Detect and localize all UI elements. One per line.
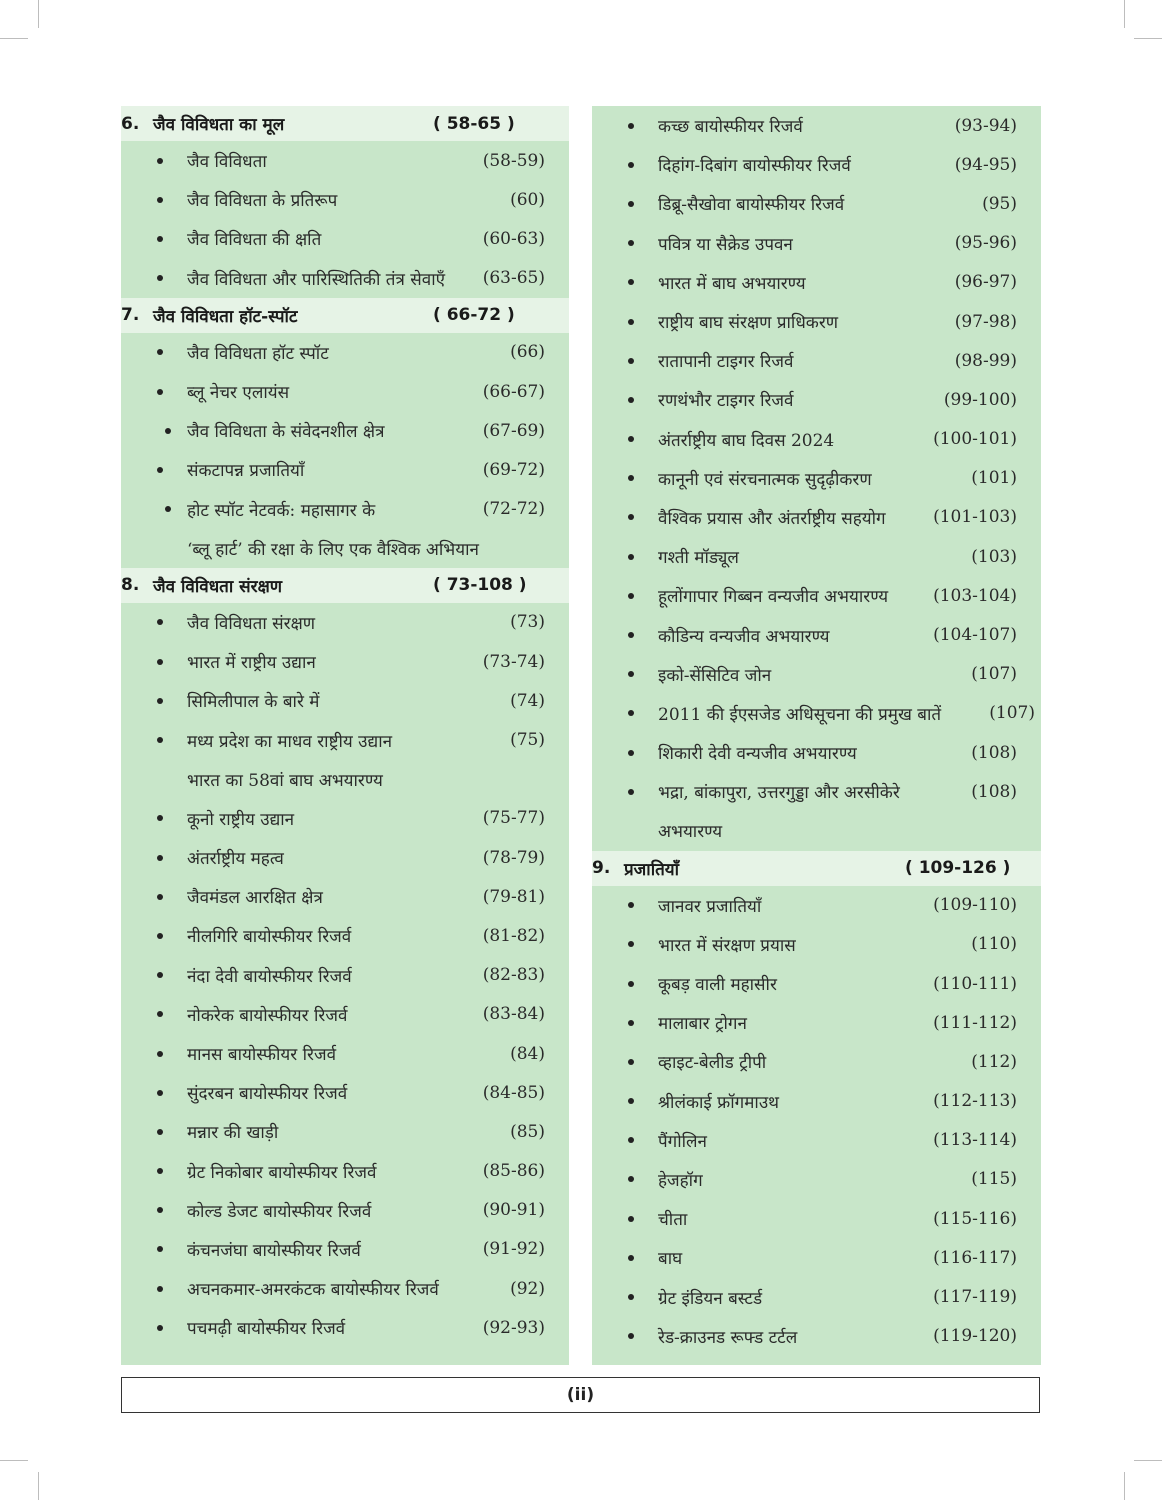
crop-mark xyxy=(38,0,39,28)
bullet-icon xyxy=(628,319,634,325)
entry-pages: (116-117) xyxy=(933,1247,1017,1268)
section-page-range: ( 73-108 ) xyxy=(433,575,527,596)
entry-label: वैश्विक प्रयास और अंतर्राष्ट्रीय सहयोग xyxy=(658,508,886,529)
entry-label: अंतर्राष्ट्रीय बाघ दिवस 2024 xyxy=(658,430,835,451)
bullet-icon xyxy=(157,972,163,978)
toc-entry[interactable] xyxy=(592,655,1041,694)
toc-entry[interactable] xyxy=(121,1308,569,1347)
crop-mark xyxy=(1134,38,1162,39)
entry-pages: (81-82) xyxy=(482,925,545,946)
toc-entry[interactable] xyxy=(592,1238,1041,1277)
entry-pages: (101) xyxy=(971,468,1017,489)
entry-label: मानस बायोस्फीयर रिजर्व xyxy=(187,1045,337,1066)
entry-pages: (103-104) xyxy=(933,585,1017,606)
toc-entry[interactable] xyxy=(592,263,1041,302)
toc-entry[interactable] xyxy=(592,1277,1041,1316)
bullet-icon xyxy=(157,1168,163,1174)
entry-pages: (79-81) xyxy=(482,886,545,907)
entry-label: जैव विविधता की क्षति xyxy=(187,230,322,251)
toc-entry[interactable] xyxy=(592,184,1041,223)
entry-pages: (107) xyxy=(989,703,1035,724)
entry-pages: (112) xyxy=(971,1051,1017,1072)
page-number: (ii) xyxy=(566,1385,595,1405)
entry-pages: (60) xyxy=(510,189,545,210)
entry-label: कूबड़ वाली महासीर xyxy=(658,975,777,996)
toc-entry[interactable] xyxy=(592,1003,1041,1042)
bullet-icon xyxy=(628,279,634,285)
entry-pages: (110) xyxy=(971,934,1017,955)
entry-pages: (69-72) xyxy=(482,459,545,480)
toc-entry[interactable] xyxy=(121,333,569,372)
bullet-icon xyxy=(157,275,163,281)
toc-entry[interactable] xyxy=(121,1112,569,1151)
bullet-icon xyxy=(628,632,634,638)
entry-pages: (103) xyxy=(971,546,1017,567)
entry-pages: (119-120) xyxy=(933,1326,1017,1347)
bullet-icon xyxy=(157,815,163,821)
entry-label: इको-सेंसिटिव जोन xyxy=(658,665,772,686)
entry-pages: (93-94) xyxy=(954,115,1017,136)
bullet-icon xyxy=(157,1011,163,1017)
entry-pages: (112-113) xyxy=(933,1091,1017,1112)
bullet-icon xyxy=(157,1051,163,1057)
toc-entry[interactable] xyxy=(121,956,569,995)
entry-label-line2: अभयारण्य xyxy=(658,822,723,843)
entry-label: होट स्पॉट नेटवर्क: महासागर के xyxy=(187,500,376,521)
entry-label: ब्लू नेचर एलायंस xyxy=(187,383,290,404)
entry-pages: (84) xyxy=(510,1043,545,1064)
entry-pages: (92) xyxy=(510,1278,545,1299)
entry-pages: (73) xyxy=(510,612,545,633)
entry-pages: (98-99) xyxy=(954,350,1017,371)
bullet-icon xyxy=(157,1207,163,1213)
entry-pages: (60-63) xyxy=(482,228,545,249)
entry-pages: (85) xyxy=(510,1121,545,1142)
entry-label: कोल्ड डेजट बायोस्फीयर रिजर्व xyxy=(187,1201,372,1222)
entry-pages: (97-98) xyxy=(954,311,1017,332)
bullet-icon xyxy=(628,1176,634,1182)
bullet-icon xyxy=(157,659,163,665)
entry-pages: (95-96) xyxy=(954,233,1017,254)
entry-label: हूलोंगापार गिब्बन वन्यजीव अभयारण्य xyxy=(658,587,889,608)
entry-pages: (73-74) xyxy=(482,651,545,672)
entry-label: मध्य प्रदेश का माधव राष्ट्रीय उद्यान xyxy=(187,731,393,752)
entry-label: कौडिन्य वन्यजीव अभयारण्य xyxy=(658,626,830,647)
bullet-icon xyxy=(628,1059,634,1065)
entry-label: भारत में राष्ट्रीय उद्यान xyxy=(187,653,316,674)
bullet-icon xyxy=(628,1020,634,1026)
section-page-range: ( 66-72 ) xyxy=(433,305,515,326)
bullet-icon xyxy=(157,933,163,939)
toc-entry[interactable] xyxy=(121,141,569,180)
entry-pages: (117-119) xyxy=(933,1287,1017,1308)
entry-pages: (100-101) xyxy=(933,429,1017,450)
entry-pages: (72-72) xyxy=(482,499,545,520)
section-number: 7. xyxy=(121,305,140,326)
toc-entry[interactable] xyxy=(592,1042,1041,1081)
toc-entry[interactable] xyxy=(121,603,569,642)
entry-pages: (96-97) xyxy=(954,272,1017,293)
toc-entry[interactable] xyxy=(121,1034,569,1073)
bullet-icon xyxy=(628,1216,634,1222)
toc-entry[interactable] xyxy=(121,411,569,450)
bullet-icon xyxy=(628,201,634,207)
bullet-icon xyxy=(628,514,634,520)
section-number: 8. xyxy=(121,575,140,596)
entry-pages: (101-103) xyxy=(933,507,1017,528)
toc-entry[interactable] xyxy=(592,772,1041,811)
toc-entry[interactable] xyxy=(592,925,1041,964)
entry-pages: (58-59) xyxy=(482,150,545,171)
section-page-range: ( 109-126 ) xyxy=(905,858,1011,879)
entry-label: जैव विविधता xyxy=(187,152,267,173)
entry-label: पवित्र या सैक्रेड उपवन xyxy=(658,234,793,255)
entry-label: सिमिलीपाल के बारे में xyxy=(187,692,320,713)
entry-label: चीता xyxy=(658,1210,688,1231)
entry-label: रेड-क्राउनड रूफ्ड टर्टल xyxy=(658,1327,798,1348)
toc-entry[interactable] xyxy=(121,1152,569,1191)
entry-label: कच्छ बायोस्फीयर रिजर्व xyxy=(658,117,803,138)
entry-pages: (109-110) xyxy=(933,895,1017,916)
crop-mark xyxy=(38,1472,39,1500)
toc-right-column xyxy=(592,106,1041,1365)
entry-pages: (111-112) xyxy=(933,1012,1017,1033)
entry-label: रातापानी टाइगर रिजर्व xyxy=(658,352,794,373)
entry-pages: (110-111) xyxy=(933,973,1017,994)
bullet-icon xyxy=(628,1333,634,1339)
entry-label: अचनकमार-अमरकंटक बायोस्फीयर रिजर्व xyxy=(187,1280,439,1301)
entry-pages: (84-85) xyxy=(482,1082,545,1103)
bullet-icon xyxy=(157,1129,163,1135)
toc-entry[interactable] xyxy=(592,733,1041,772)
section-header[interactable] xyxy=(121,298,569,333)
entry-label: 2011 की ईएसजेड अधिसूचना की प्रमुख बातें xyxy=(658,704,942,725)
entry-label: दिहांग-दिबांग बायोस्फीयर रिजर्व xyxy=(658,156,851,177)
toc-entry[interactable] xyxy=(592,224,1041,263)
crop-mark xyxy=(0,38,28,39)
bullet-icon xyxy=(628,162,634,168)
crop-mark xyxy=(0,1460,28,1461)
bullet-icon xyxy=(628,671,634,677)
bullet-icon xyxy=(157,1286,163,1292)
bullet-icon xyxy=(157,1325,163,1331)
entry-label: मन्नार की खाड़ी xyxy=(187,1123,279,1144)
entry-label: श्रीलंकाई फ्रॉगमाउथ xyxy=(658,1092,780,1113)
entry-label: जैवमंडल आरक्षित क्षेत्र xyxy=(187,888,323,909)
bullet-icon xyxy=(157,698,163,704)
entry-label: जैव विविधता के प्रतिरूप xyxy=(187,191,338,212)
toc-entry-continuation xyxy=(121,760,569,799)
bullet-icon xyxy=(628,397,634,403)
page-number-box xyxy=(121,1377,1040,1413)
entry-pages: (99-100) xyxy=(943,389,1017,410)
entry-label: भारत में बाघ अभयारण्य xyxy=(658,273,806,294)
entry-pages: (113-114) xyxy=(933,1130,1017,1151)
bullet-icon xyxy=(628,593,634,599)
entry-pages: (75) xyxy=(510,730,545,751)
toc-entry[interactable] xyxy=(592,420,1041,459)
entry-label: कूनो राष्ट्रीय उद्यान xyxy=(187,809,295,830)
entry-label-line2: ‘ब्लू हार्ट’ की रक्षा के लिए एक वैश्विक अभियान xyxy=(187,539,479,560)
bullet-icon xyxy=(157,197,163,203)
bullet-icon xyxy=(165,506,171,512)
bullet-icon xyxy=(157,349,163,355)
entry-pages: (107) xyxy=(971,664,1017,685)
toc-entry[interactable] xyxy=(592,341,1041,380)
toc-entry[interactable] xyxy=(592,1199,1041,1238)
entry-label: जैव विविधता और पारिस्थितिकी तंत्र सेवाएँ xyxy=(187,269,446,290)
bullet-icon xyxy=(628,1098,634,1104)
toc-entry[interactable] xyxy=(121,995,569,1034)
toc-entry[interactable] xyxy=(121,1073,569,1112)
entry-pages: (95) xyxy=(982,193,1017,214)
entry-label: नीलगिरि बायोस्फीयर रिजर्व xyxy=(187,927,352,948)
entry-pages: (75-77) xyxy=(482,808,545,829)
toc-entry[interactable] xyxy=(121,259,569,298)
toc-entry[interactable] xyxy=(592,537,1041,576)
bullet-icon xyxy=(157,236,163,242)
section-title: प्रजातियाँ xyxy=(624,859,680,880)
section-page-range: ( 58-65 ) xyxy=(433,113,515,134)
bullet-icon xyxy=(628,475,634,481)
bullet-icon xyxy=(628,710,634,716)
entry-label: हेजहॉग xyxy=(658,1170,703,1191)
bullet-icon xyxy=(628,941,634,947)
crop-mark xyxy=(1134,1460,1162,1461)
bullet-icon xyxy=(157,894,163,900)
toc-entry[interactable] xyxy=(121,490,569,529)
entry-label: पैंगोलिन xyxy=(658,1131,707,1152)
entry-pages: (92-93) xyxy=(482,1317,545,1338)
toc-entry[interactable] xyxy=(592,694,1041,733)
bullet-icon xyxy=(157,467,163,473)
toc-entry[interactable] xyxy=(592,1121,1041,1160)
entry-pages: (82-83) xyxy=(482,965,545,986)
bullet-icon xyxy=(628,1137,634,1143)
bullet-icon xyxy=(628,750,634,756)
toc-entry[interactable] xyxy=(592,302,1041,341)
bullet-icon xyxy=(157,389,163,395)
toc-entry[interactable] xyxy=(121,916,569,955)
section-title: जैव विविधता का मूल xyxy=(153,115,285,135)
entry-label: नंदा देवी बायोस्फीयर रिजर्व xyxy=(187,966,352,987)
entry-label: सुंदरबन बायोस्फीयर रिजर्व xyxy=(187,1084,348,1105)
toc-entry[interactable] xyxy=(121,219,569,258)
bullet-icon xyxy=(157,619,163,625)
entry-label: अंतर्राष्ट्रीय महत्व xyxy=(187,849,284,870)
entry-pages: (66-67) xyxy=(482,381,545,402)
bullet-icon xyxy=(628,436,634,442)
section-title: जैव विविधता हॉट-स्पॉट xyxy=(153,306,298,327)
bullet-icon xyxy=(628,1255,634,1261)
toc-entry[interactable] xyxy=(592,1082,1041,1121)
toc-entry[interactable] xyxy=(121,1269,569,1308)
section-number: 9. xyxy=(592,858,611,879)
entry-label: पचमढ़ी बायोस्फीयर रिजर्व xyxy=(187,1319,346,1340)
entry-label: संकटापन्न प्रजातियाँ xyxy=(187,461,305,482)
toc-entry-continuation xyxy=(121,529,569,568)
toc-entry[interactable] xyxy=(592,576,1041,615)
entry-label: ग्रेट इंडियन बस्टर्ड xyxy=(658,1288,763,1309)
bullet-icon xyxy=(628,358,634,364)
toc-entry[interactable] xyxy=(592,459,1041,498)
entry-label-line2: भारत का 58वां बाघ अभयारण्य xyxy=(187,770,383,791)
entry-pages: (63-65) xyxy=(482,268,545,289)
toc-entry[interactable] xyxy=(592,106,1041,145)
toc-entry-continuation xyxy=(592,811,1041,850)
entry-label: कंचनजंघा बायोस्फीयर रिजर्व xyxy=(187,1240,361,1261)
entry-label: डिब्रू-सैखोवा बायोस्फीयर रिजर्व xyxy=(658,195,845,216)
entry-pages: (74) xyxy=(510,690,545,711)
entry-pages: (85-86) xyxy=(482,1161,545,1182)
crop-mark xyxy=(1124,1472,1125,1500)
toc-entry[interactable] xyxy=(121,681,569,720)
entry-label: जैव विविधता संरक्षण xyxy=(187,613,316,634)
toc-entry[interactable] xyxy=(592,964,1041,1003)
entry-label: कानूनी एवं संरचनात्मक सुदृढ़ीकरण xyxy=(658,469,872,490)
entry-pages: (94-95) xyxy=(954,154,1017,175)
entry-label: मालाबार ट्रोगन xyxy=(658,1014,747,1035)
bullet-icon xyxy=(157,737,163,743)
entry-label: बाघ xyxy=(658,1249,683,1270)
bullet-icon xyxy=(157,1246,163,1252)
toc-entry[interactable] xyxy=(121,799,569,838)
bullet-icon xyxy=(157,1090,163,1096)
section-header[interactable] xyxy=(121,106,569,141)
toc-entry[interactable] xyxy=(121,720,569,759)
entry-label: भारत में संरक्षण प्रयास xyxy=(658,935,796,956)
entry-pages: (66) xyxy=(510,342,545,363)
crop-mark xyxy=(1124,0,1125,28)
bullet-icon xyxy=(628,1294,634,1300)
toc-entry[interactable] xyxy=(121,372,569,411)
entry-label: जैव विविधता हॉट स्पॉट xyxy=(187,343,329,364)
toc-left-column xyxy=(121,106,569,1365)
toc-entry[interactable] xyxy=(121,838,569,877)
toc-entry[interactable] xyxy=(121,450,569,489)
bullet-icon xyxy=(628,981,634,987)
entry-pages: (78-79) xyxy=(482,847,545,868)
entry-pages: (108) xyxy=(971,781,1017,802)
toc-entry[interactable] xyxy=(592,1160,1041,1199)
entry-pages: (67-69) xyxy=(482,420,545,441)
entry-label: जैव विविधता के संवेदनशील क्षेत्र xyxy=(187,422,385,443)
bullet-icon xyxy=(157,855,163,861)
bullet-icon xyxy=(165,428,171,434)
toc-entry[interactable] xyxy=(592,615,1041,654)
entry-label: गश्ती मॉड्यूल xyxy=(658,548,739,569)
entry-pages: (83-84) xyxy=(482,1004,545,1025)
bullet-icon xyxy=(628,902,634,908)
toc-entry[interactable] xyxy=(121,642,569,681)
entry-pages: (104-107) xyxy=(933,625,1017,646)
toc-entry[interactable] xyxy=(121,1230,569,1269)
entry-label: शिकारी देवी वन्यजीव अभयारण्य xyxy=(658,744,857,765)
entry-pages: (108) xyxy=(971,742,1017,763)
bullet-icon xyxy=(628,240,634,246)
bullet-icon xyxy=(628,554,634,560)
toc-entry[interactable] xyxy=(592,380,1041,419)
entry-label: नोकरेक बायोस्फीयर रिजर्व xyxy=(187,1005,348,1026)
bullet-icon xyxy=(157,158,163,164)
entry-pages: (90-91) xyxy=(482,1200,545,1221)
entry-label: व्हाइट-बेलीड ट्रीपी xyxy=(658,1053,767,1074)
section-title: जैव विविधता संरक्षण xyxy=(153,576,283,597)
section-header[interactable] xyxy=(592,851,1041,886)
entry-pages: (91-92) xyxy=(482,1239,545,1260)
entry-label: ग्रेट निकोबार बायोस्फीयर रिजर्व xyxy=(187,1162,377,1183)
toc-entry[interactable] xyxy=(121,877,569,916)
toc-entry[interactable] xyxy=(592,145,1041,184)
entry-label: भद्रा, बांकापुरा, उत्तरगुड्डा और अरसीकेरे xyxy=(658,783,900,804)
toc-entry[interactable] xyxy=(121,180,569,219)
toc-entry[interactable] xyxy=(592,498,1041,537)
toc-entry[interactable] xyxy=(592,886,1041,925)
entry-label: राष्ट्रीय बाघ संरक्षण प्राधिकरण xyxy=(658,313,839,334)
bullet-icon xyxy=(628,123,634,129)
entry-label: जानवर प्रजातियाँ xyxy=(658,896,762,917)
entry-pages: (115-116) xyxy=(933,1208,1017,1229)
bullet-icon xyxy=(628,789,634,795)
entry-label: रणथंभौर टाइगर रिजर्व xyxy=(658,391,794,412)
toc-entry[interactable] xyxy=(592,1317,1041,1356)
section-number: 6. xyxy=(121,113,140,134)
toc-entry[interactable] xyxy=(121,1191,569,1230)
section-header[interactable] xyxy=(121,568,569,603)
entry-pages: (115) xyxy=(971,1169,1017,1190)
